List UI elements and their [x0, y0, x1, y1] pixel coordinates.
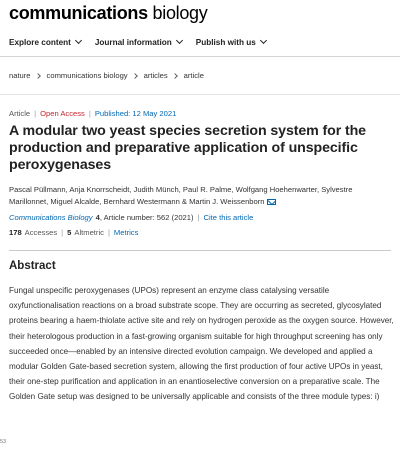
main-nav	[0, 28, 400, 57]
abstract-text: Fungal unspecific peroxygenases (UPOs) represent an enzyme class catalysing versatile oxyfunctionalisation reactions on a broad substrate scope. They are occurring as secreted, glycosylated proteins bearing a haem-thiolate active site and rely on hydrogen peroxide as the oxygen source. However, their heterologous production in a fast-growing organism suitable for high throughput screening has only succeeded once—enabled by an intensive directed evolution campaign. We developed and applied a modular Golden Gate-based secretion system, allowing the first production of four active UPOs in yeast, their one-step purification and application in an enantioselective conversion on a preparative scale. The Golden Gate setup was designed to be universally applicable and consists of the three module types: i)	[9, 286, 394, 402]
article-number: , Article number: 562 (2021)	[99, 213, 194, 222]
abstract-heading: Abstract	[9, 260, 56, 272]
breadcrumb-current: article	[183, 71, 204, 80]
meta-divider: |	[107, 228, 110, 237]
journal-name[interactable]: Communications Biology	[9, 213, 93, 222]
open-access-label: Open Access	[40, 109, 85, 118]
chevron-right-icon	[35, 73, 41, 79]
envelope-icon[interactable]	[267, 199, 276, 205]
nav-publish-with-us[interactable]: Publish with us	[196, 38, 266, 47]
author-list[interactable]: Pascal Püllmann, Anja Knorrscheidt, Judith Münch, Paul R. Palme, Wolfgang Hoehenwarter, Sylvestre Marillonnet, Miguel Alcalde, Bernhard Westermann & Martin J. Weissenborn	[9, 185, 353, 206]
meta-divider: |	[61, 228, 64, 237]
site-header	[0, 0, 400, 28]
chevron-right-icon	[172, 73, 178, 79]
altmetric-label: Altmetric	[74, 228, 104, 237]
meta-divider: |	[197, 213, 200, 222]
breadcrumb-nature[interactable]: nature	[9, 71, 31, 80]
article-meta	[0, 109, 400, 118]
published-date: Published: 12 May 2021	[94, 109, 177, 118]
nav-journal-information[interactable]: Journal information	[95, 38, 182, 47]
meta-divider: |	[88, 109, 91, 118]
volume-number: 4	[95, 213, 100, 222]
accesses-label: Accesses	[24, 228, 58, 237]
breadcrumb-articles[interactable]: articles	[143, 71, 168, 80]
section-divider	[9, 250, 391, 251]
metrics-link[interactable]: Metrics	[113, 228, 139, 237]
journal-logo[interactable]: communications biology	[9, 3, 208, 23]
meta-divider: |	[34, 109, 37, 118]
article-title: A modular two yeast species secretion system for the production and preparative application of unspecific peroxygenases	[9, 123, 366, 173]
breadcrumb	[0, 57, 400, 95]
article-type: Article	[9, 109, 31, 118]
accesses-count: 178	[9, 228, 22, 237]
nav-explore-content[interactable]: Explore content	[9, 38, 81, 47]
citation-line	[0, 213, 400, 222]
cite-this-article-link[interactable]: Cite this article	[203, 213, 254, 222]
breadcrumb-communications-biology[interactable]: communications biology	[46, 71, 128, 80]
chevron-right-icon	[132, 73, 138, 79]
chevron-down-icon	[75, 37, 82, 44]
side-line-number: 53	[0, 439, 7, 445]
altmetric-count: 5	[67, 228, 72, 237]
article-metrics	[0, 228, 400, 237]
chevron-down-icon	[176, 37, 183, 44]
chevron-down-icon	[260, 37, 267, 44]
